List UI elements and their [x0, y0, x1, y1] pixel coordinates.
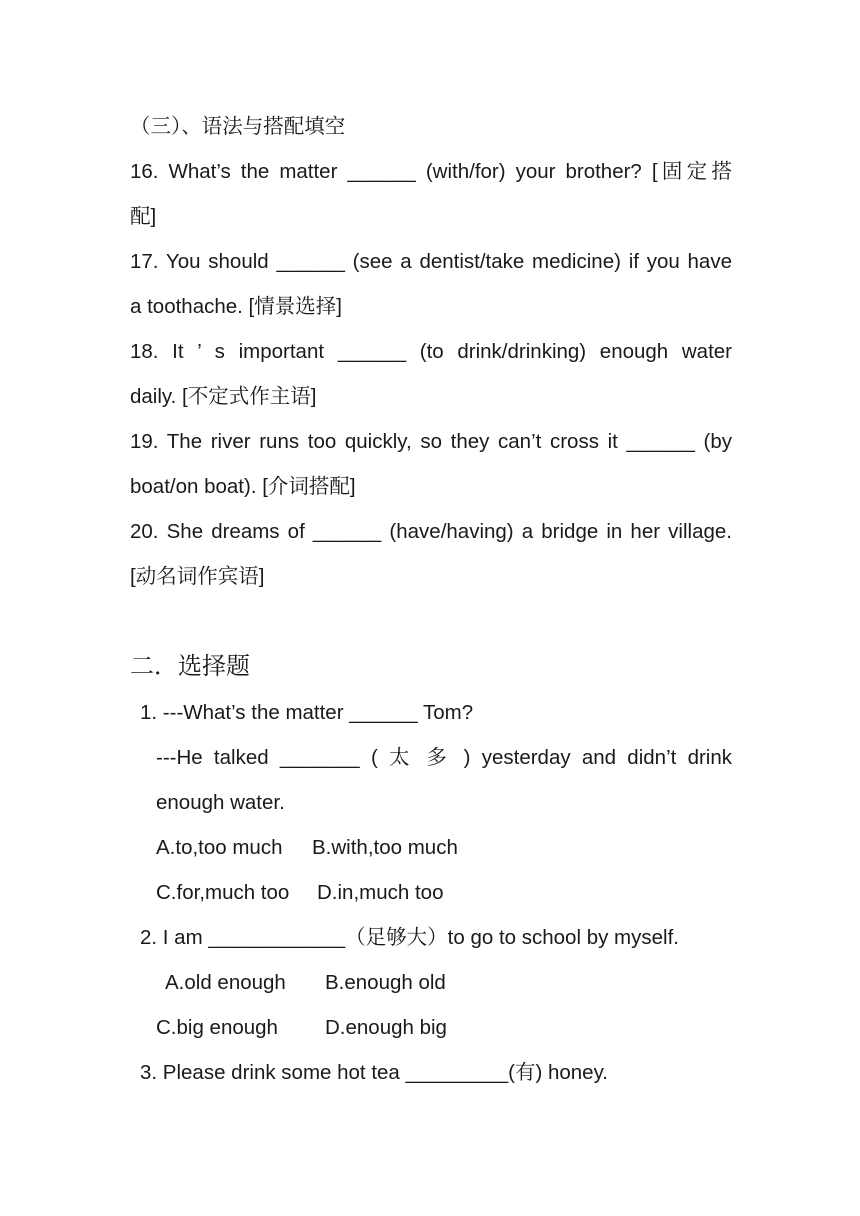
mc-question-1-options-ab: [130, 825, 732, 870]
question-18-line-1: 18. It ’ s important ______ (to drink/drinking) enough water: [130, 340, 732, 363]
question-16-line-1: 16. What’s the matter ______ (with/for) your brother? [固定搭: [130, 160, 732, 183]
mc-question-2-options-cd: [130, 1005, 732, 1050]
question-16-line-2: 配]: [130, 205, 157, 228]
mc-2-option-d: D.enough big: [325, 1016, 447, 1039]
mc-question-2: 2. I am ____________（足够大）to go to school by myself.: [140, 926, 679, 949]
question-20-line-2: [动名词作宾语]: [130, 565, 265, 588]
section-spacer: [130, 599, 732, 642]
mc-1-option-b: B.with,too much: [312, 836, 458, 859]
question-17-line-2: a toothache. [情景选择]: [130, 295, 342, 318]
mc-2-option-a: A.old enough: [165, 971, 286, 994]
section-2-heading: 二．选择题: [130, 652, 250, 680]
mc-question-1-line-2: ---He talked _______ ( 太 多 ) yesterday and didn’t drink: [156, 746, 732, 769]
question-17-line-1: 17. You should ______ (see a dentist/take medicine) if you have: [130, 250, 732, 273]
question-19-line-2: boat/on boat). [介词搭配]: [130, 475, 356, 498]
mc-1-option-a: A.to,too much: [156, 836, 283, 859]
mc-1-option-c: C.for,much too: [156, 881, 290, 904]
question-19-line-1: 19. The river runs too quickly, so they can’t cross it ______ (by: [130, 430, 732, 453]
mc-1-option-d: D.in,much too: [317, 881, 444, 904]
question-18-line-2: daily. [不定式作主语]: [130, 385, 317, 408]
mc-2-option-c: C.big enough: [156, 1016, 278, 1039]
question-20-line-1: 20. She dreams of ______ (have/having) a bridge in her village.: [130, 520, 732, 543]
worksheet-page: [130, 104, 732, 1095]
mc-question-1: 1. ---What’s the matter ______ Tom?: [140, 701, 474, 724]
mc-question-3: 3. Please drink some hot tea _________(有) honey.: [140, 1061, 608, 1084]
mc-question-2-options-ab: [130, 960, 732, 1005]
mc-2-option-b: B.enough old: [325, 971, 446, 994]
mc-question-1-line-3: enough water.: [156, 791, 285, 814]
section-3-heading: （三）、语法与搭配填空: [130, 114, 346, 138]
mc-question-1-options-cd: [130, 870, 732, 915]
